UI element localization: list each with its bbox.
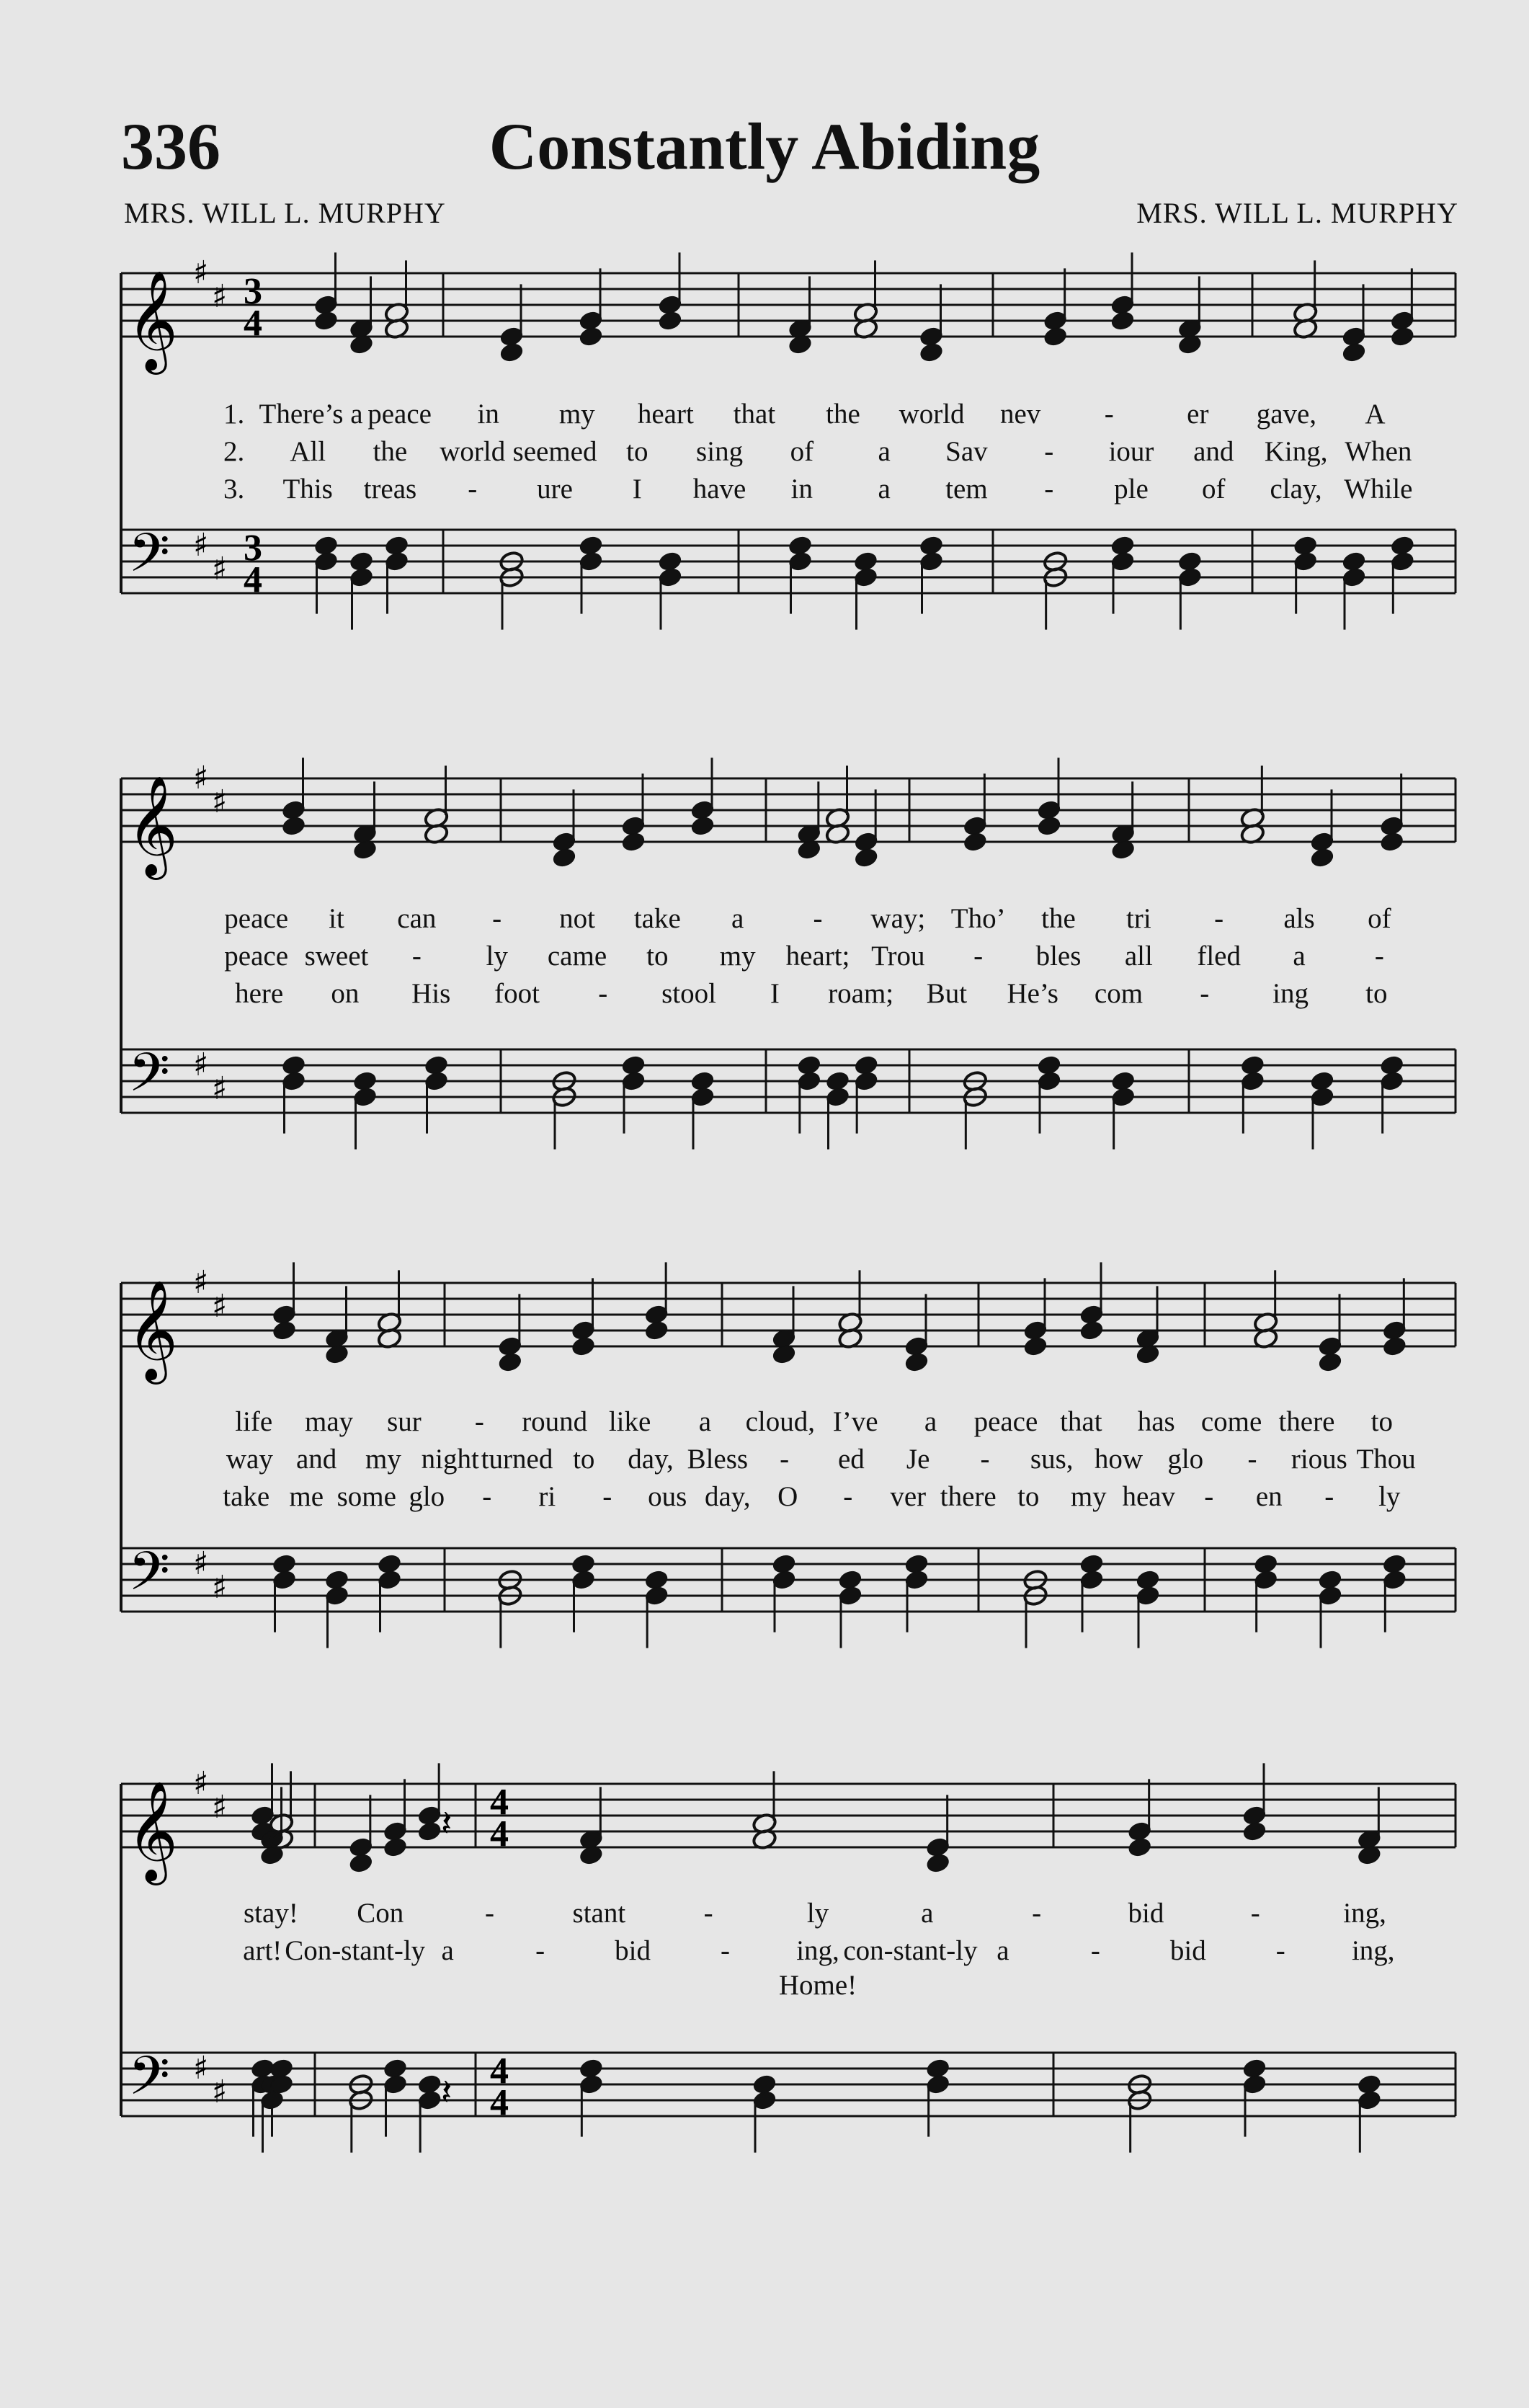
lyric-syllable: com (1094, 978, 1144, 1009)
time-signature-top: 3 (244, 528, 262, 569)
lyric-syllable: the (826, 399, 860, 430)
sharp-sign: ♯ (212, 1070, 228, 1107)
lyric-syllable: a (878, 474, 891, 505)
lyric-syllable: turned (481, 1444, 553, 1475)
lyric-syllable: the (1041, 903, 1076, 934)
lyric-syllable: art! (243, 1935, 282, 1966)
lyric-syllable: fled (1197, 941, 1241, 972)
lyric-syllable: A (1365, 399, 1386, 430)
lyric-syllable: ri (538, 1481, 556, 1512)
lyric-syllable: ing (1272, 978, 1309, 1009)
lyric-syllable: - (598, 978, 608, 1009)
lyric-syllable: stool (661, 978, 716, 1009)
note-head (499, 342, 525, 364)
lyric-syllable: Tho’ (950, 903, 1006, 934)
lyric-syllable: But (926, 978, 968, 1009)
lyric-syllable: - (1104, 399, 1114, 430)
sharp-sign: ♯ (212, 2074, 228, 2110)
lyric-syllable: - (468, 474, 478, 505)
note-head (1317, 1351, 1343, 1374)
note-head (1110, 310, 1136, 332)
lyric-syllable: world (440, 436, 506, 467)
note-head (313, 310, 339, 332)
hymn-title: Constantly Abiding (489, 110, 1040, 183)
lyric-syllable: - (482, 1481, 492, 1512)
lyric-syllable: Con-stant-ly (285, 1935, 426, 1966)
lyric-syllable: like (608, 1406, 651, 1437)
lyric-syllable: While (1344, 474, 1413, 505)
time-signature-top: 4 (490, 1782, 509, 1823)
lyric-syllable: - (1324, 1481, 1334, 1512)
lyric-syllable: has (1137, 1406, 1175, 1437)
sharp-sign: ♯ (212, 1288, 228, 1325)
lyric-syllable: - (474, 1406, 484, 1437)
sharp-sign: ♯ (212, 278, 228, 315)
lyric-syllable: bid (1128, 1898, 1164, 1929)
lyric-syllable: a (441, 1935, 454, 1966)
sharp-sign: ♯ (193, 760, 209, 796)
lyric-syllable: heart (637, 399, 694, 430)
bass-clef: 𝄢 (128, 1041, 170, 1117)
lyric-syllable: - (703, 1898, 713, 1929)
lyric-syllable: - (1247, 1444, 1257, 1475)
lyric-syllable: He’s (1007, 978, 1058, 1009)
lyric-syllable: of (1202, 474, 1226, 505)
quarter-rest: 𝄽 (441, 2071, 453, 2113)
note-head (962, 831, 988, 853)
lyric-syllable: King, (1264, 436, 1328, 467)
note-head (690, 815, 716, 838)
lyric-syllable: cloud, (745, 1406, 816, 1437)
lyric-syllable: to (1365, 978, 1388, 1009)
lyric-syllable: here (235, 978, 284, 1009)
lyric-syllable: tem (945, 474, 988, 505)
hymn-number: 336 (121, 110, 220, 183)
lyric-syllable: not (559, 903, 595, 934)
lyric-syllable: came (547, 941, 607, 972)
lyric-syllable: His (411, 978, 451, 1009)
lyric-syllable: bid (615, 1935, 651, 1966)
note-head (1127, 1836, 1153, 1859)
lyric-syllable: bles (1035, 941, 1082, 972)
lyric-syllable: - (1044, 474, 1054, 505)
lyric-syllable: a (698, 1406, 712, 1437)
lyric-syllable: way (226, 1444, 273, 1475)
lyric-syllable: ure (537, 474, 573, 505)
lyric-syllable: that (1060, 1406, 1102, 1437)
lyric-syllable: of (790, 436, 814, 467)
note-head (416, 1821, 442, 1843)
lyric-syllable: can (397, 903, 437, 934)
lyric-syllable: a (997, 1935, 1009, 1966)
lyric-syllable: foot (494, 978, 540, 1009)
lyric-syllable: gave, (1256, 399, 1317, 430)
lyric-syllable: - (1204, 1481, 1214, 1512)
lyric-syllable: there (940, 1481, 997, 1512)
sharp-sign: ♯ (193, 1545, 209, 1582)
lyric-syllable: sus, (1030, 1444, 1074, 1475)
lyric-syllable: glo (409, 1481, 445, 1512)
lyric-syllable: to (646, 941, 669, 972)
lyric-syllable: life (235, 1406, 273, 1437)
sharp-sign: ♯ (212, 1789, 228, 1826)
lyric-syllable: to (1017, 1481, 1040, 1512)
lyric-syllable: a (924, 1406, 937, 1437)
lyric-syllable: Thou (1356, 1444, 1416, 1475)
lyric-syllable: sweet (304, 941, 369, 972)
sharp-sign: ♯ (193, 1765, 209, 1802)
lyric-syllable: all (1124, 941, 1153, 972)
lyric-syllable: stay! (244, 1898, 298, 1929)
lyric-syllable: roam; (828, 978, 894, 1009)
time-signature-bottom: 4 (490, 2082, 509, 2123)
quarter-rest: 𝄽 (441, 1803, 453, 1844)
lyric-syllable: take (633, 903, 681, 934)
lyric-syllable: Bless (687, 1444, 749, 1475)
lyric-syllable: clay, (1270, 474, 1322, 505)
note-head (657, 310, 683, 332)
lyric-syllable: day, (628, 1444, 674, 1475)
lyric-syllable: in (477, 399, 499, 430)
time-signature-top: 4 (490, 2051, 509, 2092)
note-head (643, 1320, 669, 1342)
treble-clef: 𝄞 (127, 1781, 178, 1881)
lyric-syllable: a (878, 436, 891, 467)
note-head (1341, 342, 1367, 364)
lyric-syllable: als (1283, 903, 1315, 934)
lyric-syllable: - (1275, 1935, 1285, 1966)
lyric-syllable: to (573, 1444, 595, 1475)
lyric-syllable: - (1200, 978, 1210, 1009)
lyric-syllable: - (1250, 1898, 1260, 1929)
sharp-sign: ♯ (212, 1569, 228, 1606)
note-head (383, 1836, 409, 1859)
lyric-syllable: - (602, 1481, 612, 1512)
lyric-syllable: - (813, 903, 823, 934)
lyric-syllable: world (899, 399, 965, 430)
lyric-syllable: heart; (785, 941, 850, 972)
lyric-syllable: tri (1125, 903, 1151, 934)
note-head (571, 1336, 597, 1358)
lyric-syllable: come (1200, 1406, 1262, 1437)
lyric-syllable: and (1193, 436, 1234, 467)
lyric-syllable: This (282, 474, 333, 505)
note-head (551, 847, 577, 869)
lyric-syllable: - (485, 1898, 495, 1929)
lyric-syllable: day, (704, 1481, 751, 1512)
note-head (1309, 847, 1335, 869)
note-head (620, 831, 646, 853)
lyric-syllable: there (1278, 1406, 1335, 1437)
lyric-syllable: - (980, 1444, 990, 1475)
lyric-syllable: Sav (945, 436, 988, 467)
treble-clef: 𝄞 (127, 776, 178, 876)
lyric-syllable: iour (1108, 436, 1154, 467)
time-signature-bottom: 4 (244, 559, 262, 600)
lyric-syllable: me (289, 1481, 324, 1512)
note-head (497, 1351, 523, 1374)
lyric-syllable: Je (906, 1444, 930, 1475)
note-head (348, 1852, 374, 1875)
time-signature-bottom: 4 (244, 303, 262, 344)
lyric-syllable: ing, (1343, 1898, 1386, 1929)
lyric-syllable: seemed (512, 436, 597, 467)
lyric-syllable: - (843, 1481, 853, 1512)
lyric-syllable: a (921, 1898, 934, 1929)
verse-number: 2. (223, 436, 245, 467)
lyric-syllable: treas (363, 474, 417, 505)
lyric-syllable: Trou (871, 941, 925, 972)
note-head (1036, 815, 1062, 838)
note-head (904, 1351, 930, 1374)
lyric-syllable: - (411, 941, 422, 972)
bass-clef: 𝄢 (128, 2045, 170, 2120)
lyric-syllable: nev (999, 399, 1041, 430)
lyric-syllable: - (1032, 1898, 1042, 1929)
lyric-syllable: my (365, 1444, 401, 1475)
lyric-syllable: have (692, 474, 746, 505)
note-head (1379, 831, 1405, 853)
lyric-syllable: en (1255, 1481, 1283, 1512)
time-signature-top: 3 (244, 271, 262, 312)
lyric-syllable: stant (572, 1898, 626, 1929)
sharp-sign: ♯ (193, 527, 209, 564)
lyric-syllable: ous (648, 1481, 687, 1512)
lyric-syllable: ing, (1351, 1935, 1395, 1966)
lyric-syllable: to (1370, 1406, 1393, 1437)
lyric-syllable: sur (387, 1406, 422, 1437)
lyric-syllable: When (1345, 436, 1412, 467)
lyric-syllable: - (1214, 903, 1224, 934)
verse-number: 3. (223, 474, 245, 505)
note-head (1389, 326, 1415, 348)
note-head (578, 326, 604, 348)
sharp-sign: ♯ (193, 254, 209, 291)
lyric-syllable: round (522, 1406, 588, 1437)
lyric-syllable: ver (890, 1481, 927, 1512)
lyric-syllable: I (770, 978, 780, 1009)
lyric-syllable: in (790, 474, 813, 505)
note-head (1381, 1336, 1407, 1358)
lyric-syllable: a (731, 903, 744, 934)
lyric-syllable: I (632, 474, 642, 505)
lyric-syllable: and (296, 1444, 337, 1475)
treble-clef: 𝄞 (127, 1280, 178, 1380)
music-credit: MRS. WILL L. MURPHY (1136, 197, 1458, 229)
lyric-syllable: my (558, 399, 595, 430)
lyric-syllable: - (1044, 436, 1054, 467)
lyric-syllable: - (535, 1935, 545, 1966)
lyric-syllable: peace (973, 1406, 1038, 1437)
lyric-syllable: Home! (778, 1970, 857, 2001)
verse-number: 1. (223, 399, 245, 430)
lyric-syllable: glo (1167, 1444, 1204, 1475)
lyric-syllable: bid (1169, 1935, 1206, 1966)
lyric-syllable: con-stant-ly (843, 1935, 978, 1966)
lyric-syllable: how (1094, 1444, 1144, 1475)
lyric-syllable: night (421, 1444, 479, 1475)
lyric-syllable: I’ve (832, 1406, 878, 1437)
lyric-syllable: - (492, 903, 502, 934)
lyric-syllable: peace (224, 903, 289, 934)
lyric-syllable: sing (696, 436, 744, 467)
lyric-syllable: - (973, 941, 984, 972)
lyric-syllable: ple (1114, 474, 1149, 505)
bass-clef: 𝄢 (128, 522, 170, 597)
lyric-syllable: ed (837, 1444, 865, 1475)
lyric-syllable: Con (357, 1898, 404, 1929)
lyric-syllable: some (336, 1481, 396, 1512)
lyric-syllable: er (1187, 399, 1209, 430)
lyric-syllable: my (719, 941, 756, 972)
note-head (1022, 1336, 1048, 1358)
note-head (1242, 1821, 1267, 1843)
lyric-syllable: ly (486, 941, 508, 972)
lyric-syllable: on (331, 978, 360, 1009)
lyric-syllable: heav (1122, 1481, 1176, 1512)
lyric-syllable: ing, (796, 1935, 839, 1966)
sharp-sign: ♯ (193, 2050, 209, 2087)
bass-clef: 𝄢 (128, 1540, 170, 1616)
lyric-syllable: ly (1378, 1481, 1401, 1512)
lyric-syllable: it (329, 903, 344, 934)
note-head (272, 1320, 298, 1342)
note-head (919, 342, 945, 364)
lyric-syllable: - (780, 1444, 790, 1475)
lyric-syllable: take (223, 1481, 270, 1512)
lyric-syllable: may (304, 1406, 354, 1437)
lyric-syllable: peace (367, 399, 432, 430)
lyric-syllable: peace (224, 941, 289, 972)
lyric-syllable: There’s a (259, 399, 363, 430)
note-head (1079, 1320, 1105, 1342)
note-head (281, 815, 307, 838)
words-credit: MRS. WILL L. MURPHY (124, 197, 446, 229)
note-head (1043, 326, 1069, 348)
lyric-syllable: way; (870, 903, 926, 934)
note-head (853, 847, 879, 869)
lyric-syllable: the (373, 436, 408, 467)
lyric-syllable: rious (1290, 1444, 1347, 1475)
lyric-syllable: - (1090, 1935, 1100, 1966)
lyric-syllable: to (626, 436, 648, 467)
lyric-syllable: that (733, 399, 776, 430)
lyric-syllable: - (721, 1935, 731, 1966)
lyric-syllable: a (1293, 941, 1306, 972)
sharp-sign: ♯ (193, 1264, 209, 1301)
sharp-sign: ♯ (212, 551, 228, 587)
time-signature-bottom: 4 (490, 1813, 509, 1854)
sharp-sign: ♯ (212, 783, 228, 820)
lyric-syllable: my (1070, 1481, 1107, 1512)
lyric-syllable: ly (806, 1898, 829, 1929)
lyric-syllable: of (1368, 903, 1391, 934)
lyric-syllable: O (777, 1481, 798, 1512)
note-head (925, 1852, 951, 1875)
sharp-sign: ♯ (193, 1047, 209, 1083)
treble-clef: 𝄞 (127, 270, 178, 370)
lyric-syllable: All (290, 436, 326, 467)
lyric-syllable: - (1374, 941, 1384, 972)
